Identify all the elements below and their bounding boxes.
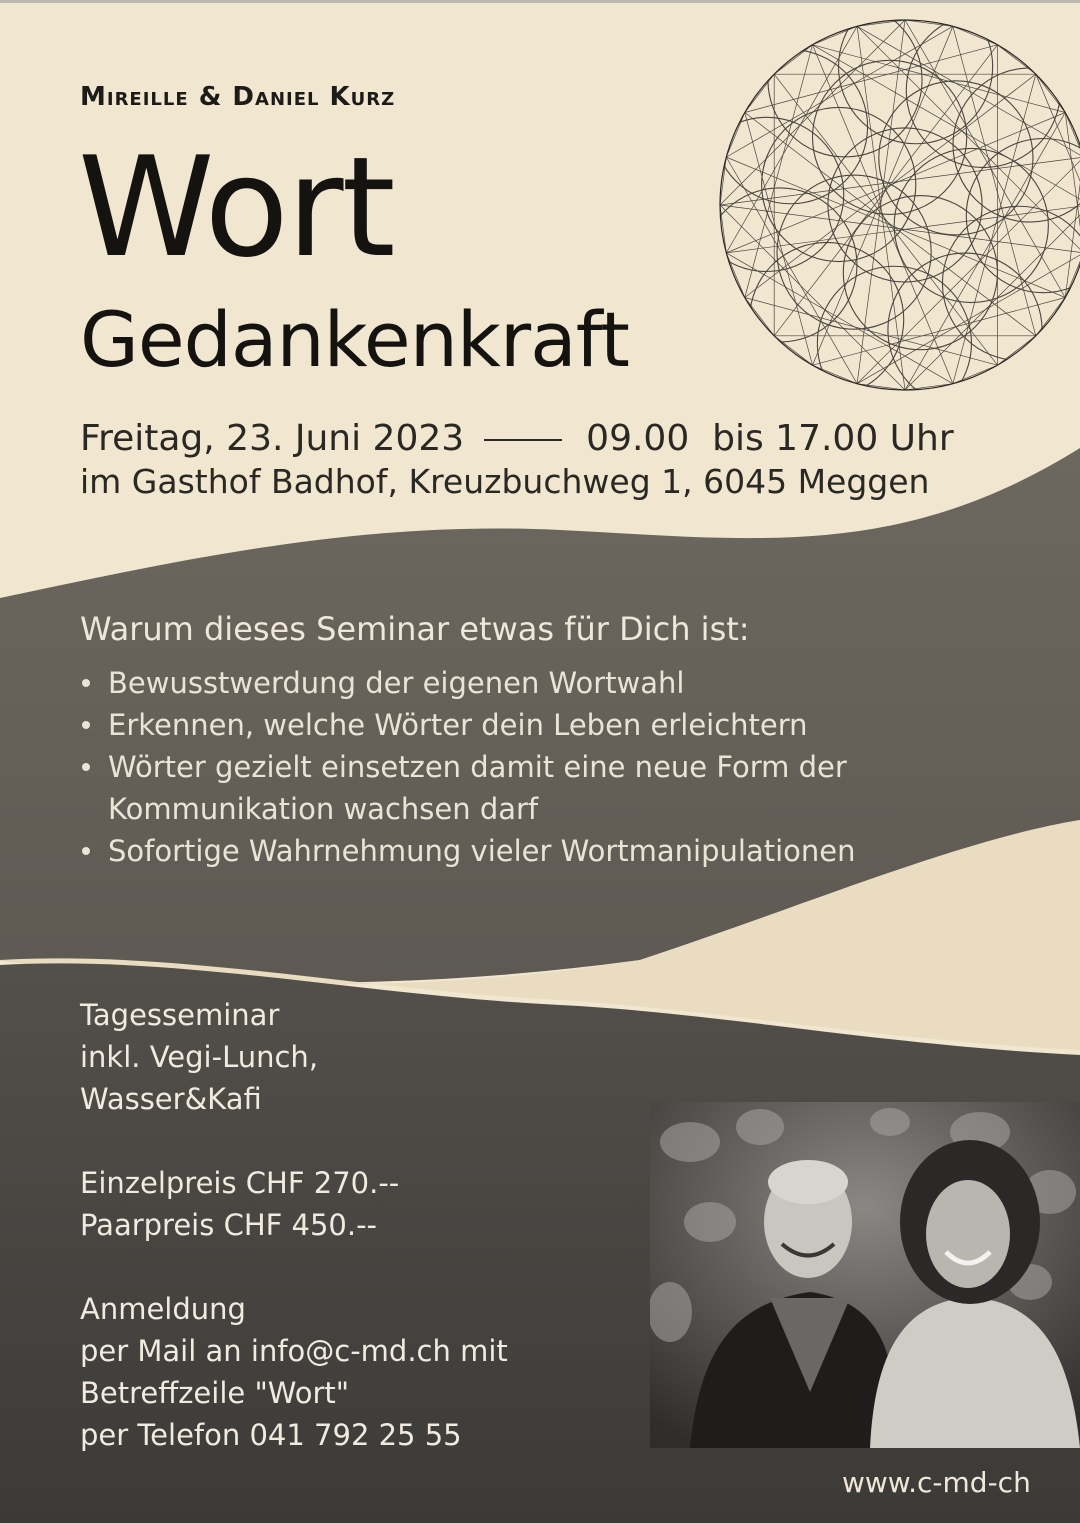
registration-heading: Anmeldung	[80, 1292, 246, 1326]
price-single: Einzelpreis CHF 270.--	[80, 1166, 400, 1200]
list-item: Sofortige Wahrnehmung vieler Wortmanipulationen	[80, 830, 960, 872]
registration-phone[interactable]: per Telefon 041 792 25 55	[80, 1418, 462, 1452]
seminar-info	[80, 994, 508, 1456]
event-time: 09.00 bis 17.00 Uhr	[586, 418, 954, 459]
seminar-type: Tagesseminar	[80, 998, 280, 1032]
registration-subject: Betreffzeile "Wort"	[80, 1376, 350, 1410]
page-title: Wort	[78, 127, 394, 288]
includes-line-2: Wasser&Kafi	[80, 1082, 262, 1116]
registration-mail[interactable]: per Mail an info@c-md.ch mit	[80, 1334, 508, 1368]
list-item: Erkennen, welche Wörter dein Leben erleichtern	[80, 704, 960, 746]
event-location: im Gasthof Badhof, Kreuzbuchweg 1, 6045 Meggen	[80, 462, 930, 501]
benefit-list	[80, 662, 960, 872]
event-date-line	[80, 418, 954, 459]
bullet-icon	[82, 679, 90, 687]
bullet-icon	[82, 847, 90, 855]
page-subtitle: Gedankenkraft	[80, 295, 629, 384]
why-heading: Warum dieses Seminar etwas für Dich ist:	[80, 610, 750, 648]
price-couple: Paarpreis CHF 450.--	[80, 1208, 378, 1242]
event-date: Freitag, 23. Juni 2023	[80, 418, 465, 459]
website-link[interactable]: www.c-md-ch	[842, 1466, 1031, 1499]
includes-line-1: inkl. Vegi-Lunch,	[80, 1040, 319, 1074]
bullet-icon	[82, 721, 90, 729]
list-item: Wörter gezielt einsetzen damit eine neue Form der Kommunikation wachsen darf	[80, 746, 960, 830]
couple-photo	[650, 1102, 1080, 1448]
list-item: Bewusstwerdung der eigenen Wortwahl	[80, 662, 960, 704]
bullet-icon	[82, 763, 90, 771]
photo-placeholder	[650, 1102, 1080, 1448]
dash-divider	[484, 439, 562, 441]
authors: Mireille & Daniel Kurz	[80, 82, 396, 112]
